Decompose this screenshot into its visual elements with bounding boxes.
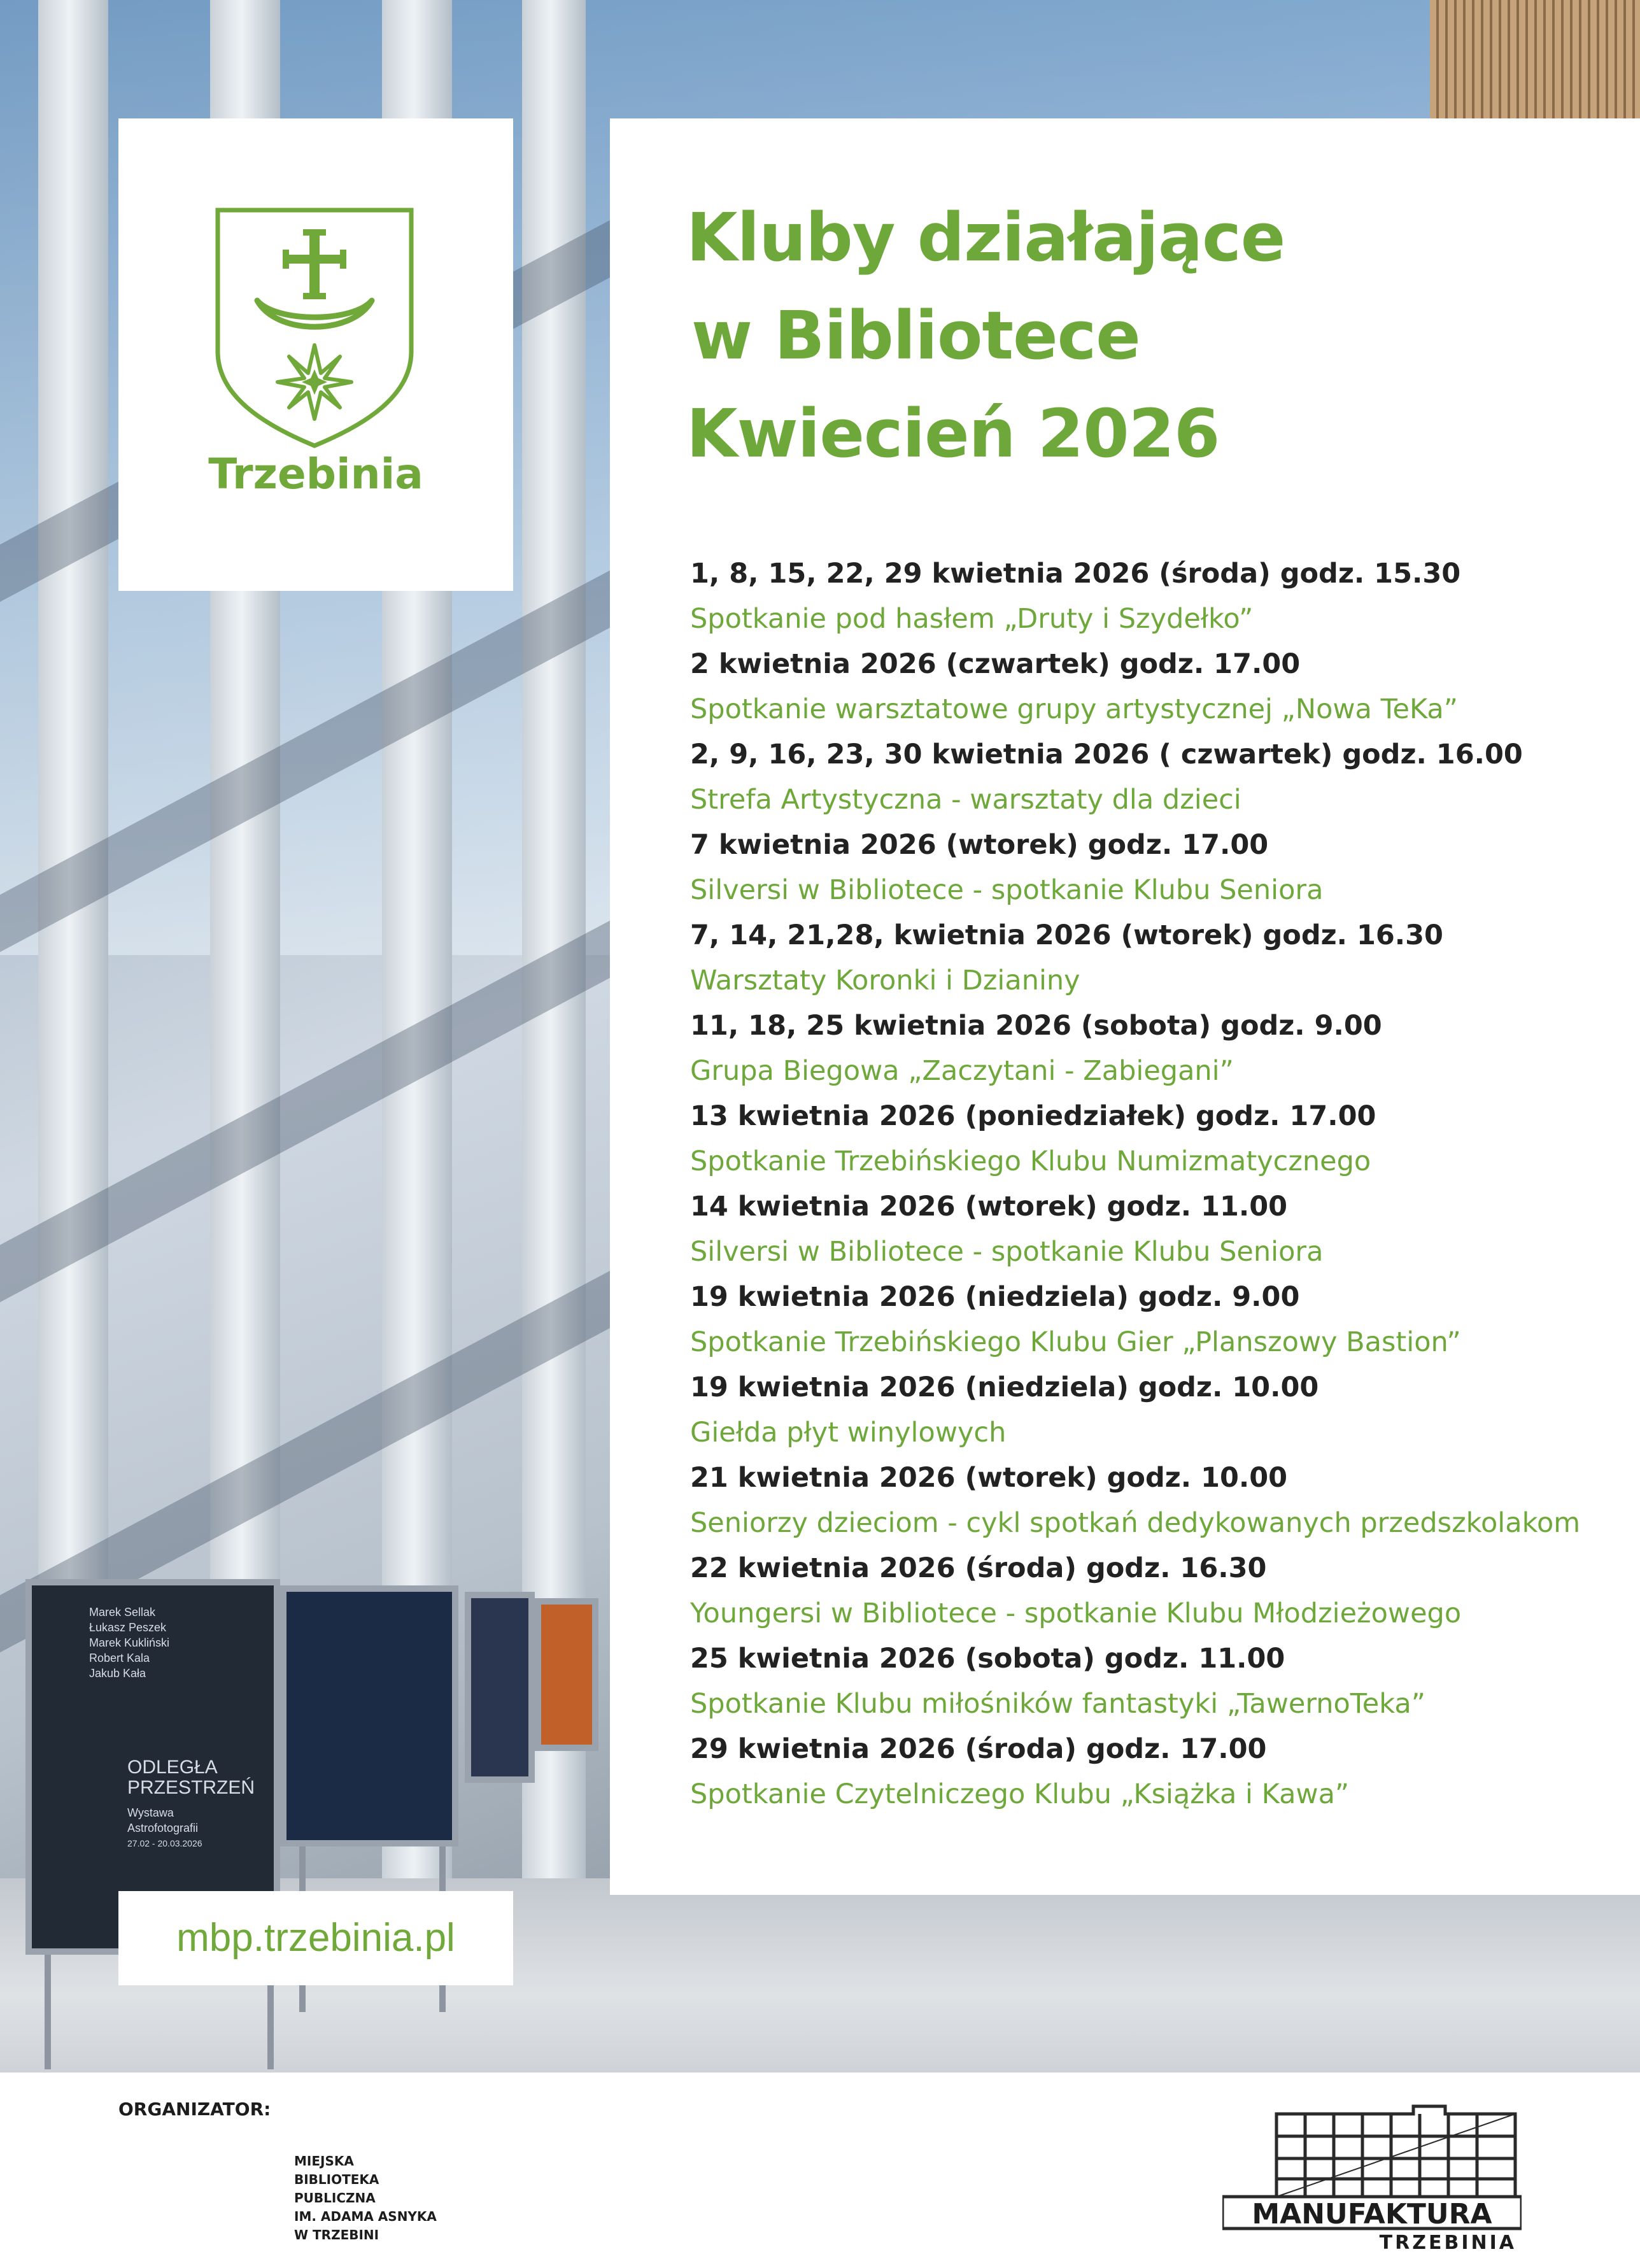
- wooden-slat-wall: [1430, 0, 1640, 121]
- poster-subtitle: Astrofotografii: [127, 1822, 199, 1834]
- event-date: 22 kwietnia 2026 (środa) godz. 16.30: [690, 1552, 1267, 1584]
- event-item: [690, 1456, 1632, 1546]
- city-name: Trzebinia: [208, 450, 423, 499]
- event-item: [690, 551, 1632, 642]
- event-description: Spotkanie warsztatowe grupy artystycznej „Nowa TeKa”: [690, 693, 1459, 725]
- poster-title: PRZESTRZEŃ: [127, 1777, 255, 1798]
- poster-title: ODLEGŁA: [127, 1757, 218, 1778]
- event-description: Warsztaty Koronki i Dzianiny: [690, 965, 1080, 996]
- event-list: [690, 551, 1632, 1817]
- poster-author: Robert Kala: [89, 1652, 150, 1664]
- event-date: 29 kwietnia 2026 (środa) godz. 17.00: [690, 1733, 1267, 1765]
- title-line: Kluby działające: [686, 199, 1285, 276]
- schedule-panel: [610, 118, 1640, 1895]
- organizer-line: PUBLICZNA: [294, 2190, 376, 2206]
- event-item: [690, 1546, 1632, 1636]
- event-description: Spotkanie pod hasłem „Druty i Szydełko”: [690, 603, 1254, 635]
- event-description: Grupa Biegowa „Zaczytani - Zabiegani”: [690, 1055, 1234, 1087]
- manufaktura-name: MANUFAKTURA: [1252, 2198, 1492, 2230]
- event-date: 21 kwietnia 2026 (wtorek) godz. 10.00: [690, 1462, 1288, 1494]
- manufaktura-city: TRZEBINIA: [1379, 2232, 1516, 2254]
- crest-cross-crescent-star-icon: [213, 205, 416, 450]
- event-description: Strefa Artystyczna - warsztaty dla dzieci: [690, 784, 1241, 816]
- exhibition-poster: [465, 1592, 535, 1783]
- organizer-line: MIEJSKA: [294, 2153, 354, 2169]
- page-title: [686, 188, 1578, 483]
- poster-author: Łukasz Peszek: [89, 1621, 167, 1634]
- event-description: Spotkanie Trzebińskiego Klubu Numizmatycznego: [690, 1145, 1371, 1177]
- organizer-name: [294, 2152, 437, 2244]
- event-date: 2 kwietnia 2026 (czwartek) godz. 17.00: [690, 648, 1301, 680]
- event-date: 1, 8, 15, 22, 29 kwietnia 2026 (środa) godz. 15.30: [690, 558, 1461, 590]
- event-item: [690, 1094, 1632, 1184]
- poster-dates: 27.02 - 20.03.2026: [127, 1838, 202, 1848]
- event-description: Silversi w Bibliotece - spotkanie Klubu Seniora: [690, 874, 1324, 906]
- event-item: [690, 732, 1632, 823]
- event-item: [690, 1003, 1632, 1094]
- event-description: Youngersi w Bibliotece - spotkanie Klubu Młodzieżowego: [690, 1598, 1462, 1629]
- city-logo-box: [118, 118, 513, 591]
- manufaktura-logo: [1222, 2101, 1522, 2254]
- event-item: [690, 823, 1632, 913]
- poster-author: Marek Sellak: [89, 1606, 156, 1619]
- event-item: [690, 1275, 1632, 1365]
- event-item: [690, 1184, 1632, 1275]
- website-box: [118, 1891, 513, 1985]
- title-line: Kwiecień 2026: [686, 395, 1220, 472]
- event-item: [690, 1727, 1632, 1817]
- event-item: [690, 642, 1632, 732]
- organizer-line: BIBLIOTEKA: [294, 2172, 379, 2187]
- event-date: 11, 18, 25 kwietnia 2026 (sobota) godz. 9.00: [690, 1010, 1382, 1042]
- event-date: 14 kwietnia 2026 (wtorek) godz. 11.00: [690, 1191, 1288, 1223]
- poster-subtitle: Wystawa: [127, 1806, 174, 1819]
- organizer-label: ORGANIZATOR:: [118, 2099, 271, 2120]
- event-date: 7 kwietnia 2026 (wtorek) godz. 17.00: [690, 829, 1269, 861]
- poster-author: Marek Kukliński: [89, 1636, 170, 1649]
- event-date: 19 kwietnia 2026 (niedziela) godz. 9.00: [690, 1281, 1300, 1313]
- organizer-line: W TRZEBINI: [294, 2227, 379, 2243]
- event-description: Spotkanie Klubu miłośników fantastyki „TawernoTeka”: [690, 1688, 1425, 1720]
- title-line: w Bibliotece: [691, 297, 1140, 374]
- event-description: Spotkanie Czytelniczego Klubu „Książka i Kawa”: [690, 1778, 1350, 1810]
- website-link[interactable]: mbp.trzebinia.pl: [176, 1916, 455, 1960]
- event-description: Silversi w Bibliotece - spotkanie Klubu Seniora: [690, 1236, 1324, 1268]
- event-date: 19 kwietnia 2026 (niedziela) godz. 10.00: [690, 1371, 1319, 1403]
- event-item: [690, 1365, 1632, 1456]
- event-date: 13 kwietnia 2026 (poniedziałek) godz. 17.00: [690, 1100, 1376, 1132]
- organizer-line: IM. ADAMA ASNYKA: [294, 2209, 437, 2224]
- event-description: Spotkanie Trzebińskiego Klubu Gier „Planszowy Bastion”: [690, 1326, 1461, 1358]
- exhibition-poster: [535, 1598, 598, 1751]
- poster-author: Jakub Kała: [89, 1667, 146, 1680]
- event-item: [690, 1636, 1632, 1727]
- exhibition-poster: [280, 1585, 458, 1846]
- event-description: Seniorzy dzieciom - cykl spotkań dedykowanych przedszkolakom: [690, 1507, 1581, 1539]
- event-date: 2, 9, 16, 23, 30 kwietnia 2026 ( czwartek) godz. 16.00: [690, 739, 1523, 770]
- event-date: 25 kwietnia 2026 (sobota) godz. 11.00: [690, 1643, 1285, 1675]
- event-date: 7, 14, 21,28, kwietnia 2026 (wtorek) godz. 16.30: [690, 919, 1443, 951]
- event-item: [690, 913, 1632, 1003]
- event-description: Giełda płyt winylowych: [690, 1417, 1007, 1449]
